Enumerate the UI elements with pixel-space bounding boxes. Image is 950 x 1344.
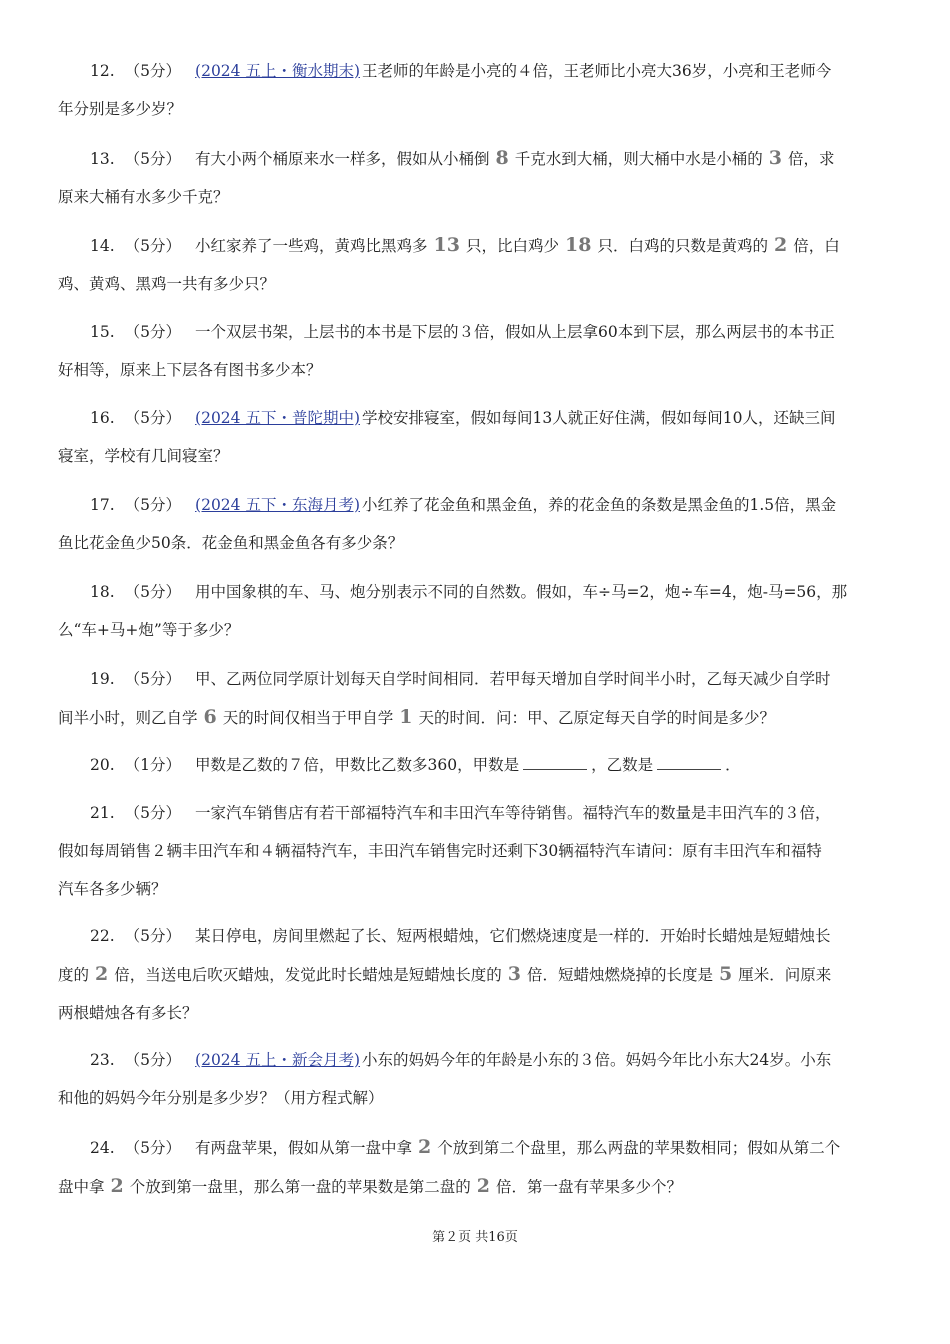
question-text: ． [725, 756, 741, 774]
question-text: 有大小两个桶原来水一样多，假如从小桶倒 [195, 150, 490, 168]
question-21 [58, 794, 894, 908]
question-text: 天的时间仅相当于甲自学 [222, 709, 394, 727]
question-text: 个放到第一盘里，那么第一盘的苹果数是第二盘的 [129, 1178, 471, 1196]
question-score: （5分） [124, 670, 182, 688]
question-score: （5分） [124, 237, 182, 255]
question-15 [58, 313, 894, 389]
question-24 [58, 1128, 894, 1206]
question-text: 年分别是多少岁？ [58, 100, 183, 118]
bold-number: 5 [719, 963, 733, 985]
bold-number: 2 [476, 1175, 490, 1197]
question-text: 千克水到大桶，则大桶中水是小桶的 [514, 150, 763, 168]
question-text: 倍．第一盘有苹果多少个？ [496, 1178, 683, 1196]
question-source-link[interactable]: (2024 五上・衡水期末) [195, 62, 360, 80]
question-text: 鸡、黄鸡、黑鸡一共有多少只？ [58, 275, 276, 293]
question-number: 20. [90, 756, 115, 774]
bold-number: 2 [95, 963, 109, 985]
question-13 [58, 139, 894, 216]
question-number: 15. [90, 323, 115, 341]
question-text: 只，比白鸡少 [466, 237, 560, 255]
bold-number: 6 [203, 706, 217, 728]
question-text: 好相等，原来上下层各有图书多少本？ [58, 361, 322, 379]
question-score: （5分） [124, 323, 182, 341]
question-text: ，乙数是 [591, 756, 654, 774]
question-text: 鱼比花金鱼少50条．花金鱼和黑金鱼各有多少条？ [58, 534, 404, 552]
question-score: （5分） [124, 409, 182, 427]
question-number: 23. [90, 1051, 115, 1069]
question-18 [58, 573, 894, 649]
question-text: 学校安排寝室，假如每间13人就正好住满，假如每间10人，还缺三间 [362, 409, 836, 427]
question-text: 用中国象棋的车、马、炮分别表示不同的自然数。假如，车÷马=2，炮÷车=4，炮-马=56，那 [195, 583, 848, 601]
question-text: 倍，当送电后吹灭蜡烛，发觉此时长蜡烛是短蜡烛长度的 [114, 966, 502, 984]
page-footer: 第２页 共16页 [432, 1230, 518, 1245]
question-score: （5分） [124, 927, 182, 945]
question-text: 么“车+马+炮”等于多少？ [58, 621, 240, 639]
bold-number: 1 [399, 706, 413, 728]
question-score: （5分） [124, 804, 182, 822]
question-score: （5分） [124, 583, 182, 601]
question-score: （1分） [124, 756, 182, 774]
bold-number: 18 [565, 234, 592, 256]
question-text: 个放到第二个盘里，那么两盘的苹果数相同；假如从第二个 [437, 1139, 841, 1157]
bold-number: 2 [418, 1136, 432, 1158]
question-score: （5分） [124, 496, 182, 514]
question-23 [58, 1041, 894, 1117]
bold-number: 3 [507, 963, 521, 985]
question-score: （5分） [124, 1051, 182, 1069]
question-text: 小红家养了一些鸡，黄鸡比黑鸡多 [195, 237, 428, 255]
question-17 [58, 486, 894, 562]
question-number: 14. [90, 237, 115, 255]
question-text: 和他的妈妈今年分别是多少岁？（用方程式解） [58, 1089, 384, 1107]
question-text: 有两盘苹果，假如从第一盘中拿 [195, 1139, 413, 1157]
question-text: 倍，求 [788, 150, 835, 168]
question-text: 假如每周销售２辆丰田汽车和４辆福特汽车，丰田汽车销售完时还剩下30辆福特汽车请问：原有丰田汽车和福特 [58, 842, 822, 860]
question-text: 两根蜡烛各有多长？ [58, 1004, 198, 1022]
question-score: （5分） [124, 150, 182, 168]
question-14 [58, 226, 894, 303]
question-text: 一家汽车销售店有若干部福特汽车和丰田汽车等待销售。福特汽车的数量是丰田汽车的３倍， [195, 804, 831, 822]
question-text: 倍．短蜡烛燃烧掉的长度是 [527, 966, 714, 984]
question-text: 寝室，学校有几间寝室？ [58, 447, 229, 465]
question-source-link[interactable]: (2024 五上・新会月考) [195, 1051, 360, 1069]
question-number: 22. [90, 927, 115, 945]
question-number: 16. [90, 409, 115, 427]
question-number: 13. [90, 150, 115, 168]
question-source-link[interactable]: (2024 五下・东海月考) [195, 496, 360, 514]
question-score: （5分） [124, 62, 182, 80]
bold-number: 2 [110, 1175, 124, 1197]
question-source-link[interactable]: (2024 五下・普陀期中) [195, 409, 360, 427]
question-text: 倍，白 [793, 237, 840, 255]
question-number: 21. [90, 804, 115, 822]
question-number: 24. [90, 1139, 115, 1157]
question-text: 天的时间．问：甲、乙原定每天自学的时间是多少？ [418, 709, 776, 727]
question-text: 盘中拿 [58, 1178, 105, 1196]
bold-number: 2 [773, 234, 788, 256]
bold-number: 13 [433, 234, 460, 256]
question-number: 18. [90, 583, 115, 601]
question-text: 某日停电，房间里燃起了长、短两根蜡烛，它们燃烧速度是一样的．开始时长蜡烛是短蜡烛长 [195, 927, 831, 945]
question-text: 厘米．问原来 [738, 966, 832, 984]
question-number: 17. [90, 496, 115, 514]
question-number: 12. [90, 62, 115, 80]
question-text: 甲数是乙数的７倍，甲数比乙数多360，甲数是 [195, 756, 520, 774]
question-score: （5分） [124, 1139, 182, 1157]
answer-blank[interactable] [523, 753, 587, 770]
question-text: 度的 [58, 966, 90, 984]
question-19 [58, 660, 894, 737]
question-text: 小红养了花金鱼和黑金鱼，养的花金鱼的条数是黑金鱼的1.5倍，黑金 [362, 496, 837, 514]
question-text: 甲、乙两位同学原计划每天自学时间相同．若甲每天增加自学时间半小时，乙每天减少自学时 [195, 670, 831, 688]
bold-number: 3 [768, 147, 783, 169]
question-number: 19. [90, 670, 115, 688]
question-12 [58, 52, 894, 128]
question-text: 一个双层书架，上层书的本书是下层的３倍，假如从上层拿60本到下层，那么两层书的本书正 [195, 323, 835, 341]
question-22 [58, 917, 894, 1032]
question-text: 间半小时，则乙自学 [58, 709, 198, 727]
question-text: 汽车各多少辆？ [58, 880, 167, 898]
question-text: 只．白鸡的只数是黄鸡的 [597, 237, 768, 255]
answer-blank[interactable] [657, 753, 721, 770]
question-text: 小东的妈妈今年的年龄是小东的３倍。妈妈今年比小东大24岁。小东 [362, 1051, 832, 1069]
question-16 [58, 399, 894, 475]
question-text: 王老师的年龄是小亮的４倍，王老师比小亮大36岁，小亮和王老师今 [362, 62, 832, 80]
bold-number: 8 [495, 147, 509, 169]
question-text: 原来大桶有水多少千克？ [58, 188, 229, 206]
question-20 [58, 746, 894, 784]
